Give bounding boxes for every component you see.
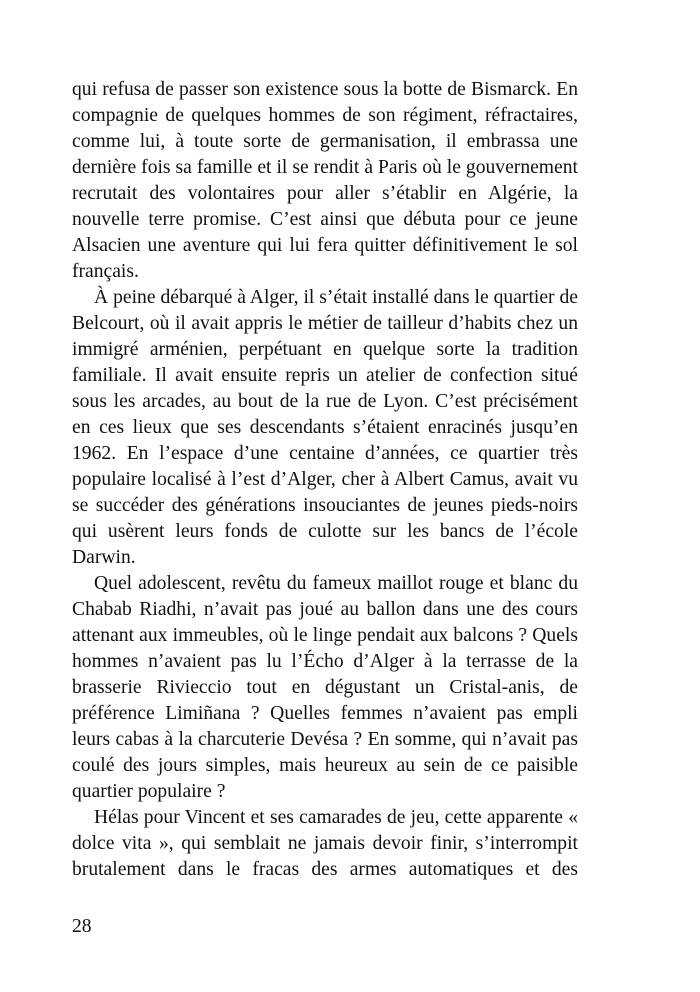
paragraph-3: Quel adolescent, revêtu du fameux maillot rouge et blanc du Chabab Riadhi, n’avait pas joué au ballon dans une des cours attenant aux immeubles, où le linge pendait aux balcons ? Quels hommes n’avaient pas lu l’Écho d’Alger à la terrasse de la brasserie Rivieccio tout en dégustant un Cristal-anis, de préférence Limiñana ? Quelles femmes n’avaient pas empli leurs cabas à la charcuterie Devésa ? En somme, qui n’avait pas coulé des jours simples, mais heureux au sein de ce paisible quartier populaire ? xyxy=(72,573,578,802)
page-number: 28 xyxy=(72,916,92,937)
page-body xyxy=(72,77,578,883)
paragraph-4: Hélas pour Vincent et ses camarades de jeu, cette apparente « dolce vita », qui semblait ne jamais devoir finir, s’interrompit brutalement dans le fracas des armes automatiques et des xyxy=(72,807,578,880)
paragraph-1: qui refusa de passer son existence sous la botte de Bismarck. En compagnie de quelques hommes de son régiment, réfractaires, comme lui, à toute sorte de germanisation, il embrassa une dernière fois sa famille et il se rendit à Paris où le gouvernement recrutait des volontaires pour aller s’établir en Algérie, la nouvelle terre promise. C’est ainsi que débuta pour ce jeune Alsacien une aventure qui lui fera quitter définitivement le sol français. xyxy=(72,79,578,282)
paragraph-2: À peine débarqué à Alger, il s’était installé dans le quartier de Belcourt, où il avait appris le métier de tailleur d’habits chez un immigré arménien, perpétuant en quelque sorte la tradition familiale. Il avait ensuite repris un atelier de confection situé sous les arcades, au bout de la rue de Lyon. C’est précisément en ces lieux que ses descendants s’étaient enracinés jusqu’en 1962. En l’espace d’une centaine d’années, ce quartier très populaire localisé à l’est d’Alger, cher à Albert Camus, avait vu se succéder des générations insouciantes de jeunes pieds-noirs qui usèrent leurs fonds de culotte sur les bancs de l’école Darwin. xyxy=(72,287,578,568)
